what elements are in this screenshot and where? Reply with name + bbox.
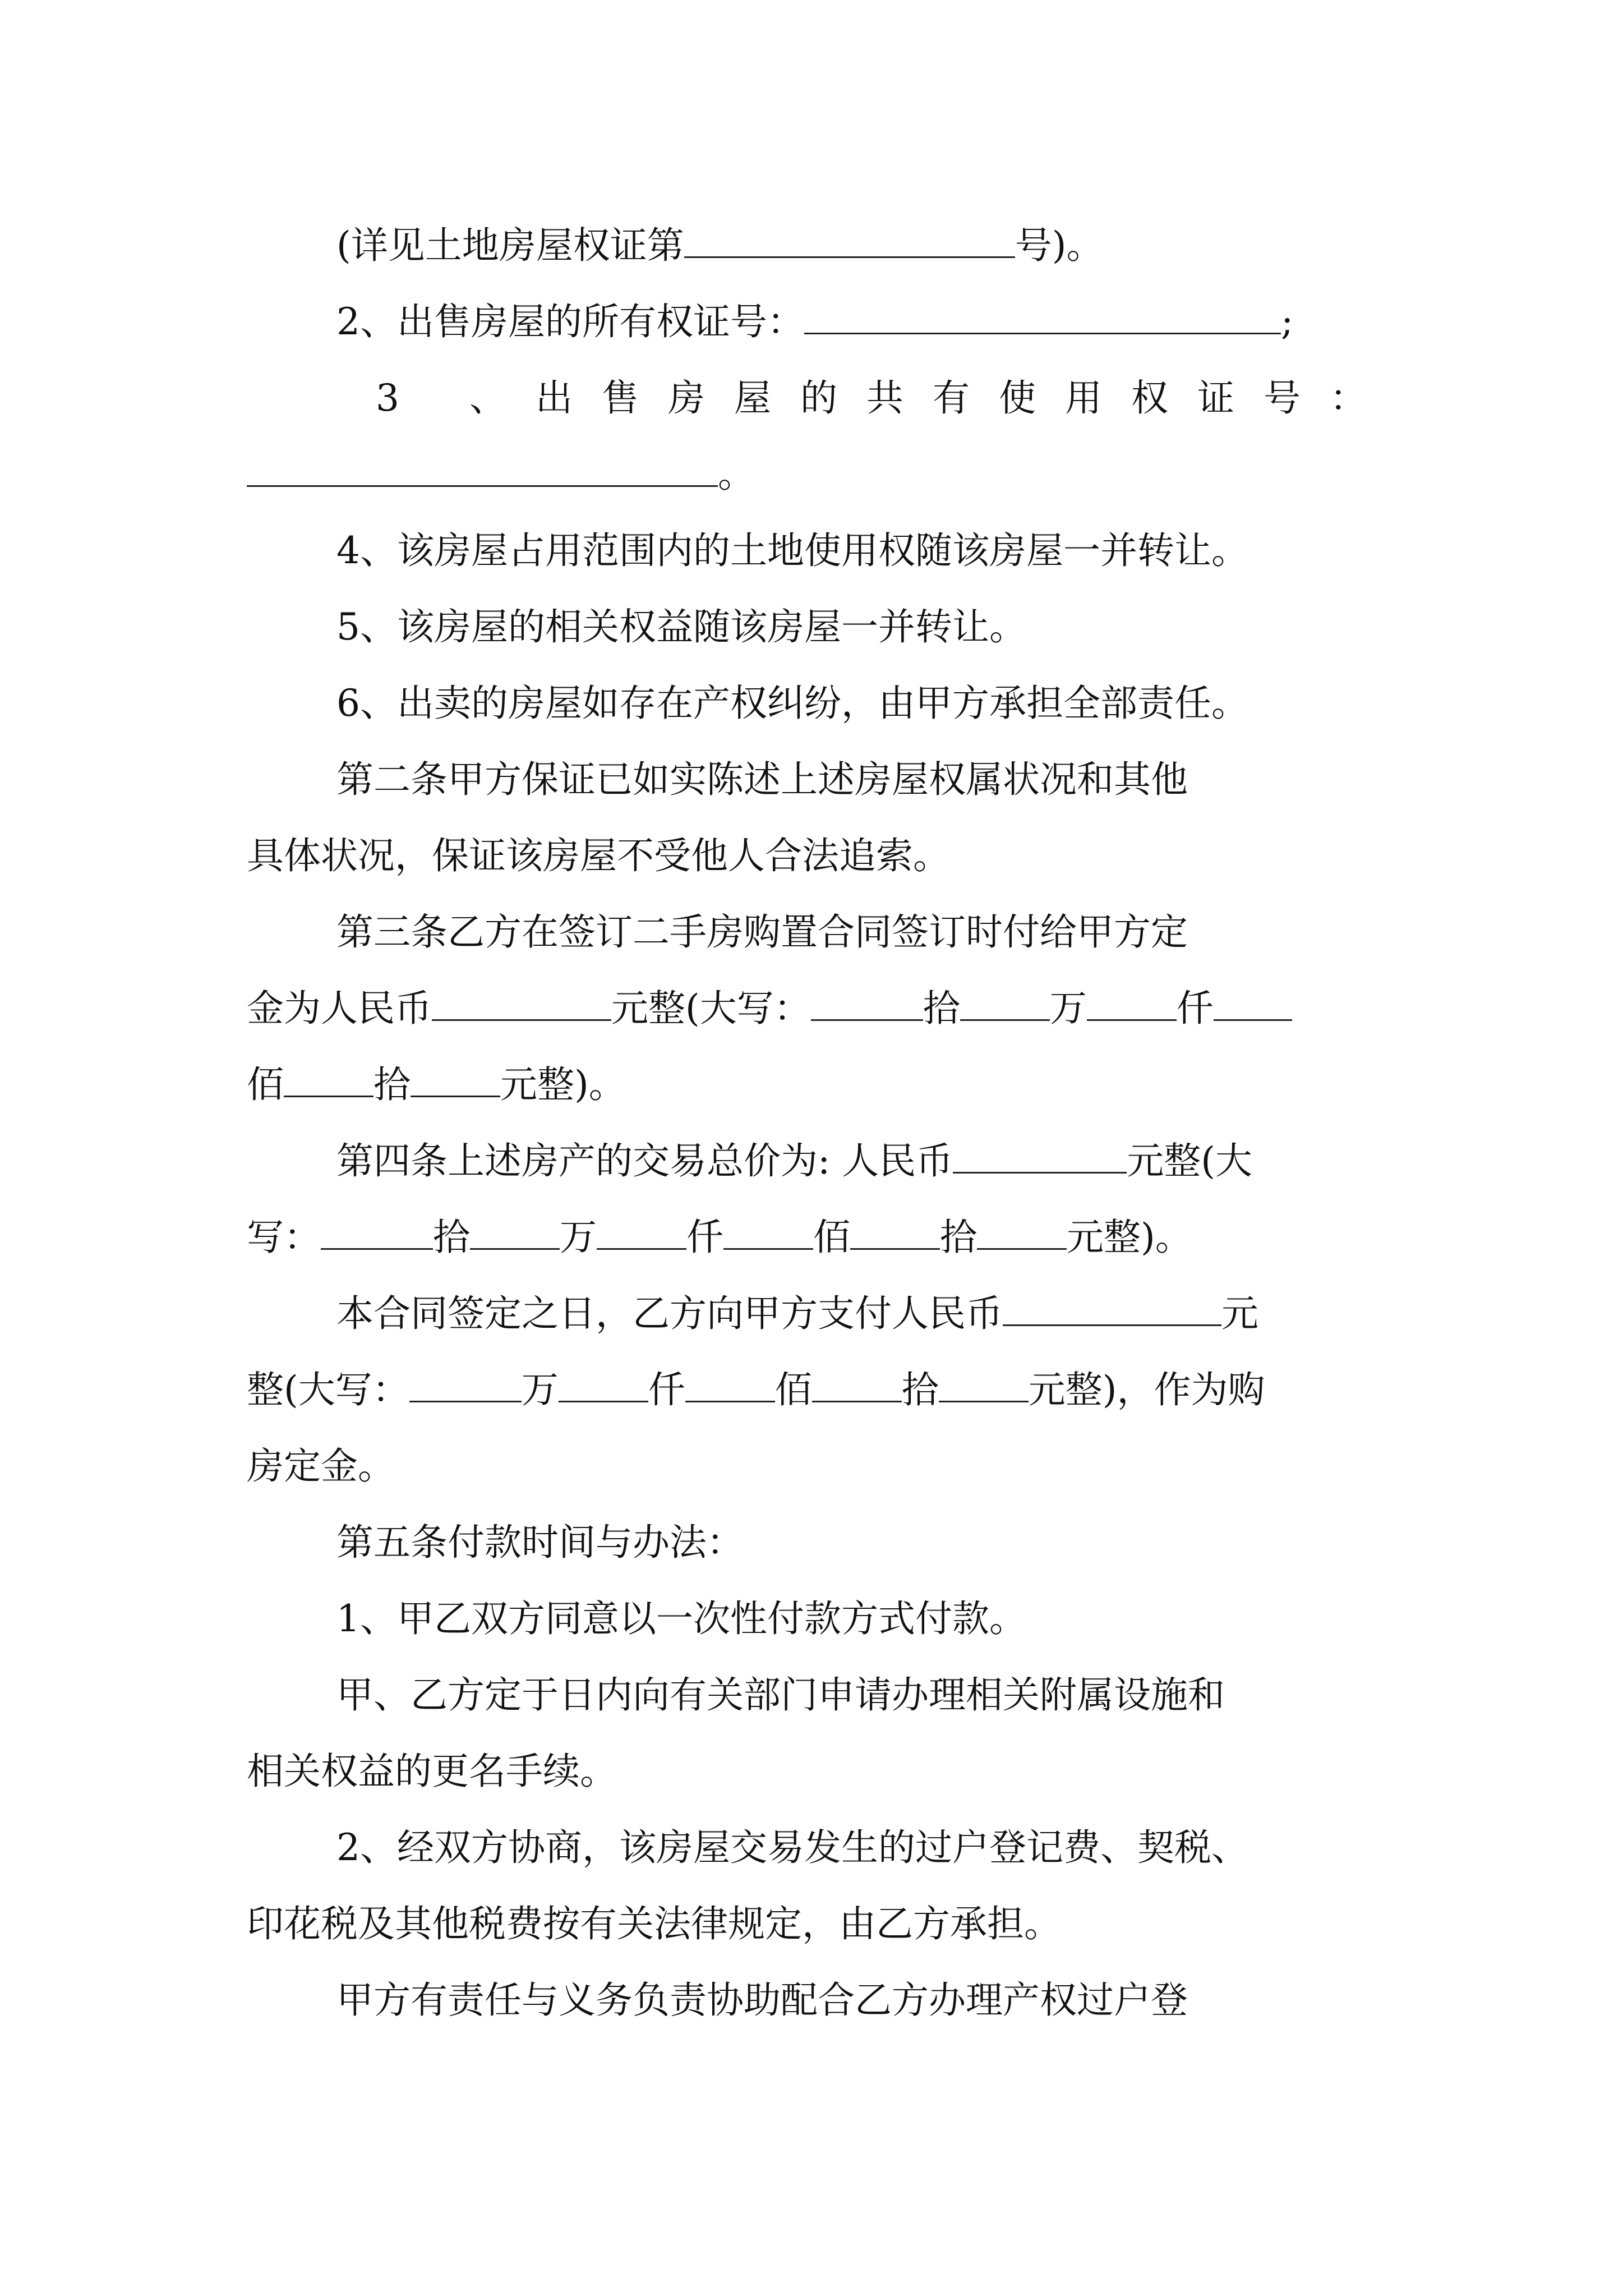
blank-field [723,1214,813,1250]
blank-field [284,1062,374,1097]
blank-field [685,1367,775,1402]
article-3-line-1: 第三条乙方在签订二手房购置合同签订时付给甲方定 [336,910,1188,954]
text: 拾 [433,1216,470,1259]
article-4-line-2 [247,1199,1385,1276]
blank-field [321,1214,433,1250]
text: 写： [247,1216,321,1259]
contract-text [247,208,1396,2039]
blank-field [684,223,1015,258]
article-4-line-1 [247,1123,1385,1199]
text: 拾 [374,1063,411,1106]
text: 元整(大 [1127,1139,1252,1182]
text: 仟 [648,1368,685,1411]
deposit-line-2 [247,1352,1385,1428]
text: 第四条上述房产的交易总价为: 人民币 [336,1139,953,1182]
text: 本合同签定之日，乙方向甲方支付人民币 [336,1292,1003,1335]
article-3-line-3 [247,1047,1385,1123]
deposit-line-3: 房定金。 [247,1444,395,1488]
line-shared-cert: 3 、出售房屋的共有使用权证号： [376,376,1396,420]
article-2-line-2: 具体状况，保证该房屋不受他人合法追索。 [247,834,950,877]
clause-item-4: 4、该房屋占用范围内的土地使用权随该房屋一并转让。 [336,529,1248,572]
text: 万 [560,1216,597,1259]
blank-field [812,1367,902,1402]
article-5-text-3: 甲方有责任与义务负责协助配合乙方办理产权过户登 [336,1978,1188,2022]
line-ownership-cert [247,284,1385,360]
blank-field [1214,986,1292,1021]
blank-field [1003,1291,1221,1326]
blank-field [811,986,923,1021]
blank-field [432,986,611,1021]
text: 元整)，作为购 [1028,1368,1265,1411]
blank-field [247,452,718,487]
blank-field [960,986,1050,1021]
text: 金为人民币 [247,987,432,1030]
text: 佰 [774,1368,812,1411]
text: (详见土地房屋权证第 [336,224,684,267]
article-5-text-1: 甲、乙方定于日内向有关部门申请办理相关附属设施和 [336,1673,1225,1717]
clause-item-6: 6、出卖的房屋如存在产权纠纷，由甲方承担全部责任。 [336,682,1248,725]
text: 仟 [1176,987,1214,1030]
article-5-item-2: 2、经双方协商，该房屋交易发生的过户登记费、契税、 [336,1826,1248,1869]
deposit-line-1 [247,1276,1385,1352]
blank-field [597,1214,686,1250]
clause-item-5: 5、该房屋的相关权益随该房屋一并转让。 [336,605,1026,648]
blank-field [953,1138,1127,1174]
text: 万 [521,1368,559,1411]
text: 拾 [923,987,960,1030]
text: 元 [1221,1292,1258,1335]
text: 元整)。 [500,1063,626,1106]
blank-field [411,1062,500,1097]
blank-field [850,1214,940,1250]
text: 仟 [686,1216,723,1259]
blank-field [409,1367,522,1402]
article-5-text-2: 相关权益的更名手续。 [247,1750,617,1793]
article-5-item-1: 1、甲乙双方同意以一次性付款方式付款。 [336,1597,1026,1640]
text: 元整(大写： [611,987,811,1030]
text: 元整)。 [1067,1216,1192,1259]
article-5-heading: 第五条付款时间与办法： [336,1521,744,1564]
text: 整(大写： [247,1368,409,1411]
article-3-line-2 [247,970,1385,1047]
blank-field [977,1214,1067,1250]
blank-field [804,299,1281,334]
blank-field [939,1367,1029,1402]
blank-field [1087,986,1177,1021]
text: 。 [718,453,755,496]
line-certificate-ref [247,208,1385,284]
text: 拾 [901,1368,939,1411]
blank-field [559,1367,648,1402]
text: 万 [1049,987,1087,1030]
text: 拾 [940,1216,977,1259]
text: ; [1281,300,1294,343]
blank-field [470,1214,560,1250]
text: 佰 [813,1216,850,1259]
line-shared-cert-blank [247,436,1385,513]
text: 2、出售房屋的所有权证号： [336,300,804,343]
text: 佰 [247,1063,284,1106]
text: 号)。 [1015,224,1104,267]
article-5-item-2-cont: 印花税及其他税费按有关法律规定，由乙方承担。 [247,1902,1061,1945]
article-2-line-1: 第二条甲方保证已如实陈述上述房屋权属状况和其他 [336,758,1188,801]
